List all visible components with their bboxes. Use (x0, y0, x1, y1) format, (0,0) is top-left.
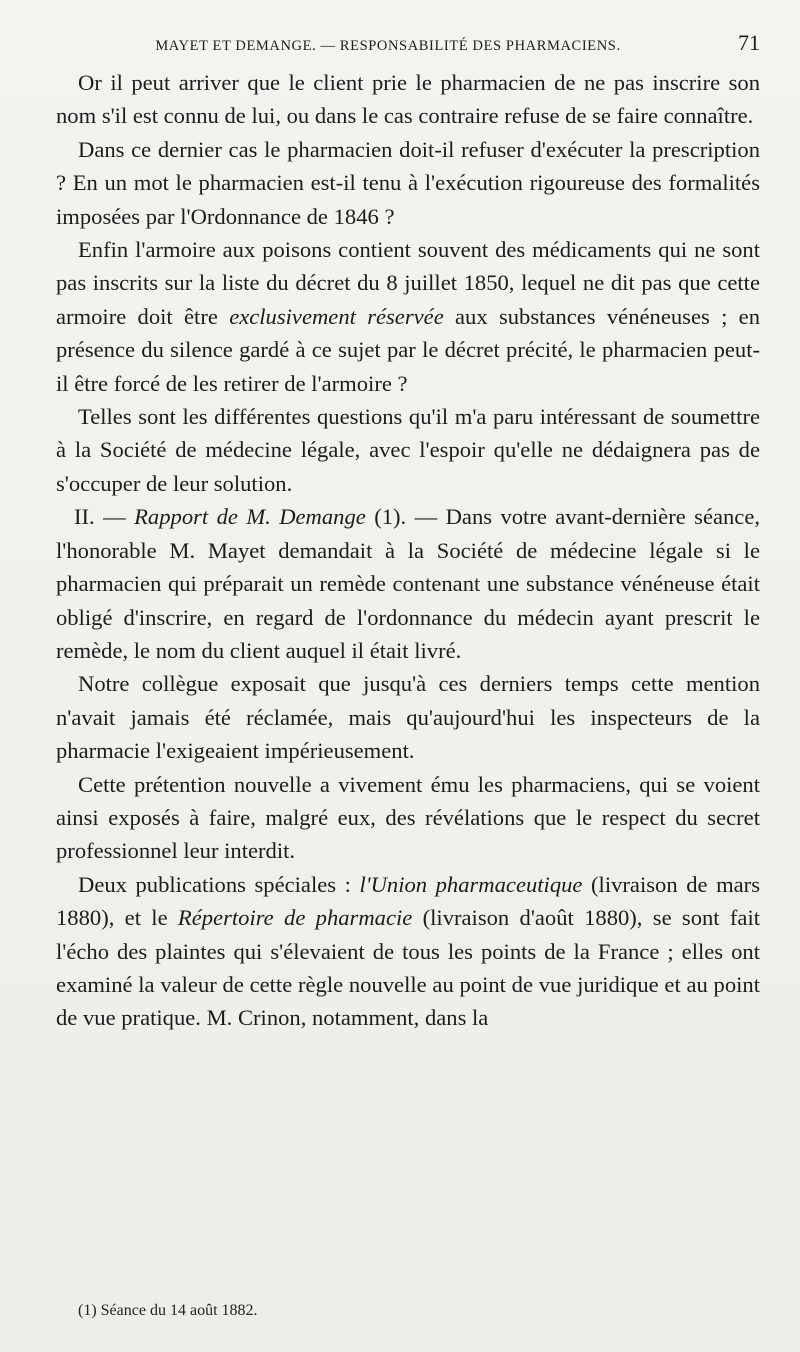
body-text (56, 66, 760, 1035)
paragraph (56, 868, 760, 1035)
italic-run: l'Union pharmaceutique (359, 871, 583, 897)
text-run: (1). — Dans votre avant-dernière séance, l'honorable M. Mayet demandait à la Société de médecine légale si le pharmacien qui préparait un remède contenant une substance vénéneuse était obligé d'inscrire, en regard de l'ordonnance du médecin ayant prescrit le remède, le nom du client auquel il était livré. (56, 504, 761, 663)
paragraph (56, 233, 760, 400)
paragraph (56, 400, 760, 500)
text-run: (livraison de mars 1880), et le (56, 871, 760, 931)
text-run: (livraison d'août 1880), se sont fait l'écho des plaintes qui s'élevaient de tous les points de la France ; elles ont examiné la valeur de cette règle nouvelle au point de vue juridique et au point de vue pratique. M. Crinon, notamment, dans la (56, 905, 760, 1031)
paragraph (56, 133, 760, 233)
text-run: Enfin l'armoire aux poisons contient souvent des médicaments qui ne sont pas inscrits sur la liste du décret du 8 juillet 1850, lequel ne dit pas que cette armoire doit être (56, 237, 760, 329)
text-run: aux substances vénéneuses ; en présence du silence gardé à ce sujet par le décret précité, le pharmacien peut-il être forcé de les retirer de l'armoire ? (56, 303, 760, 396)
text-run: Cette prétention nouvelle a vivement ému les pharmaciens, qui se voient ainsi exposés à faire, malgré eux, des révélations que le respect du secret professionnel leur interdit. (56, 771, 760, 864)
italic-run: Rapport de M. Demange (134, 504, 366, 530)
paragraph (56, 768, 760, 868)
text-run: Or il peut arriver que le client prie le pharmacien de ne pas inscrire son nom s'il est connu de lui, ou dans le cas contraire refuse de se faire connaître. (56, 70, 760, 129)
text-run: Deux publications spéciales : (78, 871, 360, 897)
running-head (56, 30, 760, 56)
text-run: II. — (74, 504, 135, 530)
running-title: MAYET ET DEMANGE. — RESPONSABILITÉ DES PHARMACIENS. (155, 38, 621, 54)
text-run: Notre collègue exposait que jusqu'à ces derniers temps cette mention n'avait jamais été réclamée, mais qu'aujourd'hui les inspecteurs de la pharmacie l'exigeaient impérieusement. (56, 671, 760, 764)
paragraph (56, 66, 760, 133)
paragraph (56, 667, 760, 767)
footnote: (1) Séance du 14 août 1882. (78, 1302, 258, 1319)
italic-run: exclusivement réservée (229, 303, 444, 329)
text-run: Telles sont les différentes questions qu'il m'a paru intéressant de soumettre à la Société de médecine légale, avec l'espoir qu'elle ne dédaignera pas de s'occuper de leur solution. (56, 404, 760, 496)
page-number: 71 (738, 30, 760, 55)
italic-run: Répertoire de pharmacie (177, 905, 413, 931)
section-paragraph (56, 500, 760, 667)
text-run: Dans ce dernier cas le pharmacien doit-il refuser d'exécuter la prescription ? En un mot le pharmacien est-il tenu à l'exécution rigoureuse des formalités imposées par l'Ordonnance de 1846 ? (56, 136, 760, 229)
